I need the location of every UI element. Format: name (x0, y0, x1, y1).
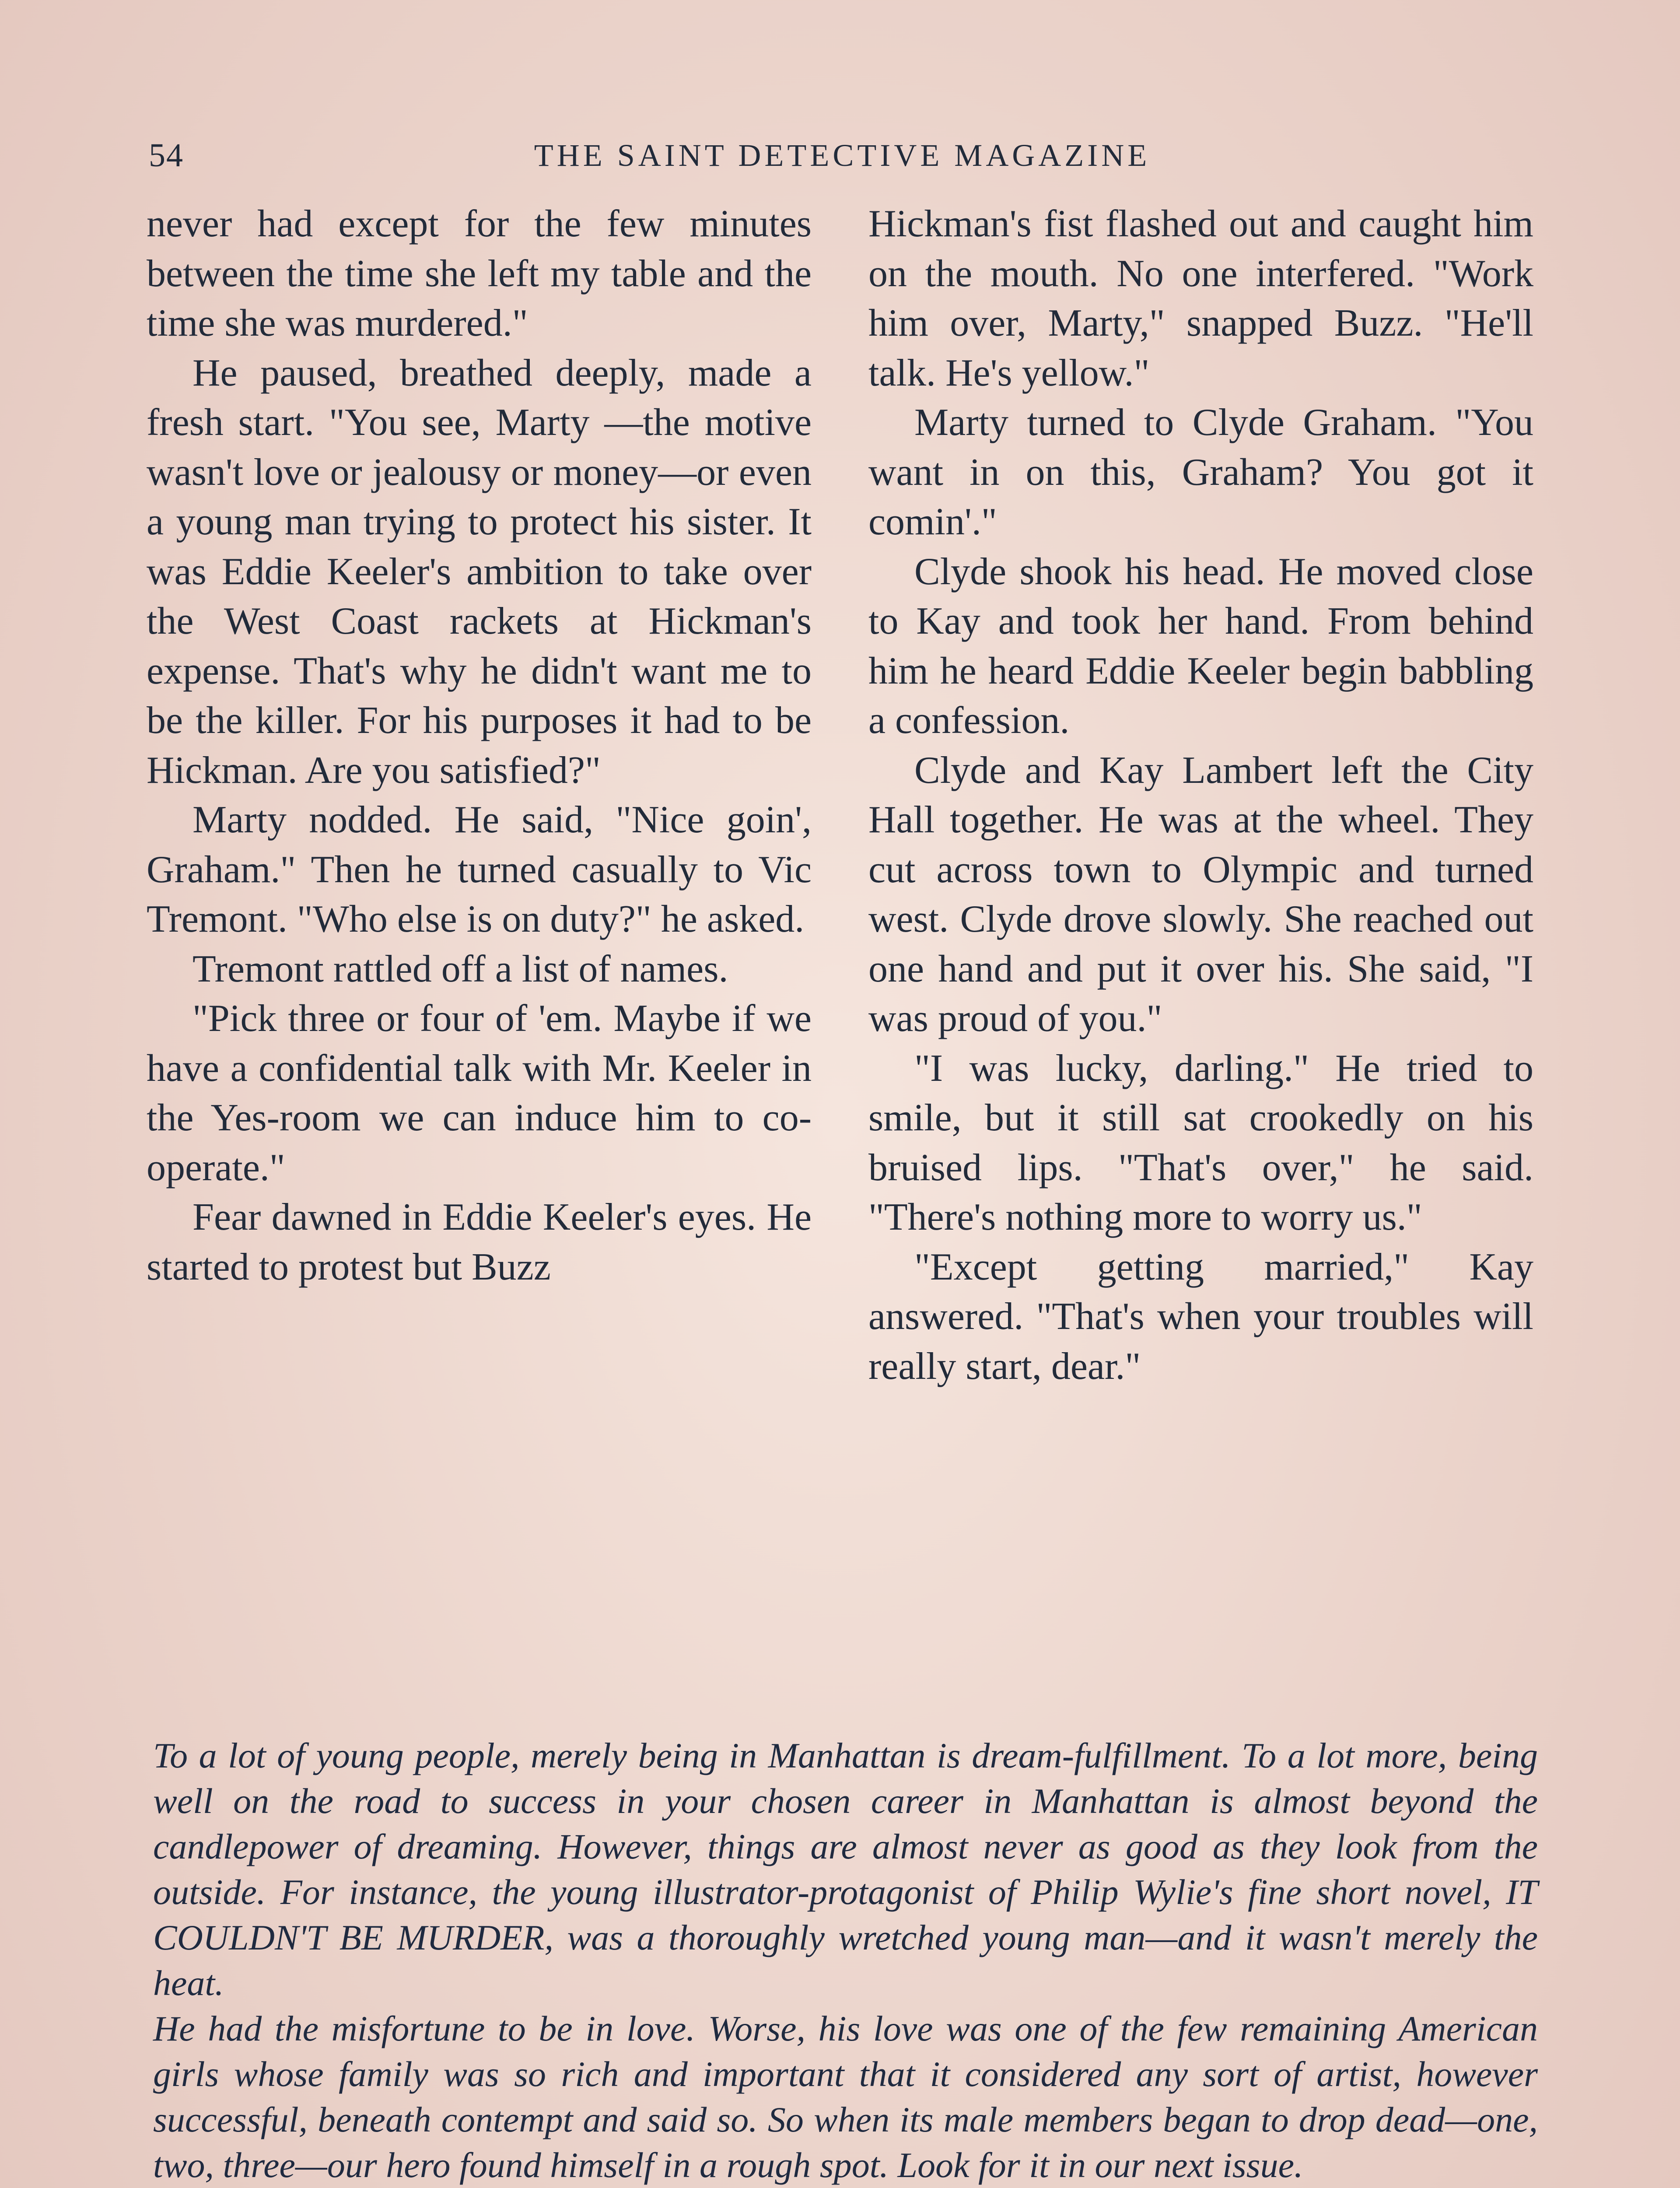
page-header (149, 131, 1536, 179)
paragraph: Marty turned to Clyde Graham. "You want in on this, Graham? You got it comin'." (868, 401, 1533, 543)
paragraph: "I was lucky, darling." He tried to smile, but it still sat crookedly on his bruised lips. "That's over," he said. "There's nothing more to worry us." (868, 1047, 1533, 1238)
paragraph: Clyde shook his head. He moved close to Kay and took her hand. From behind him he heard Eddie Keeler begin babbling a confession. (868, 550, 1533, 742)
left-column (147, 199, 812, 1292)
paragraph: never had except for the few minutes between the time she left my table and the time she was murdered." (147, 203, 812, 344)
paragraph: Clyde and Kay Lambert left the City Hall together. He was at the wheel. They cut across town to Olympic and turned west. Clyde drove slowly. She reached out one hand and put it over his. She said, "I was proud of you." (868, 749, 1533, 1040)
blurb-paragraph: To a lot of young people, merely being in Manhattan is dream-fulfillment. To a lot more, being well on the road to success in your chosen career in Manhattan is almost beyond the candlepower of dreaming. However, things are almost never as good as they look from the outside. For instance, the young illustrator-protagonist of Philip Wylie's fine short novel, IT COULDN'T BE MURDER, was a thoroughly wretched young man—and it wasn't merely the heat. (153, 1736, 1538, 2003)
page-number: 54 (149, 137, 184, 174)
paragraph: "Pick three or four of 'em. Maybe if we have a confidential talk with Mr. Keeler in the Yes-room we can induce him to co-operate." (147, 997, 812, 1189)
blurb-paragraph: He had the misfortune to be in love. Worse, his love was one of the few remaining American girls whose family was so rich and important that it considered any sort of artist, however successful, beneath contempt and said so. So when its male members began to drop dead—one, two, three—our hero found himself in a rough spot. Look for it in our next issue. (153, 2009, 1538, 2185)
paragraph: Tremont rattled off a list of names. (192, 947, 728, 990)
paragraph: Fear dawned in Eddie Keeler's eyes. He started to protest but Buzz (147, 1196, 812, 1288)
next-issue-blurb (153, 1733, 1538, 2188)
paragraph: Hickman's fist flashed out and caught him on the mouth. No one interfered. "Work him over, Marty," snapped Buzz. "He'll talk. He's yellow." (868, 203, 1533, 394)
paragraph: Marty nodded. He said, "Nice goin', Graham." Then he turned casually to Vic Tremont. "Who else is on duty?" he asked. (147, 799, 812, 940)
paragraph: He paused, breathed deeply, made a fresh start. "You see, Marty —the motive wasn't love or jealousy or money—or even a young man trying to protect his sister. It was Eddie Keeler's ambition to take over the West Coast rackets at Hickman's expense. That's why he didn't want me to be the killer. For his purposes it had to be Hickman. Are you satisfied?" (147, 351, 812, 792)
right-column (868, 199, 1533, 1391)
paragraph: "Except getting married," Kay answered. "That's when your troubles will really start, dear." (868, 1245, 1533, 1388)
running-title: THE SAINT DETECTIVE MAGAZINE (534, 138, 1151, 173)
